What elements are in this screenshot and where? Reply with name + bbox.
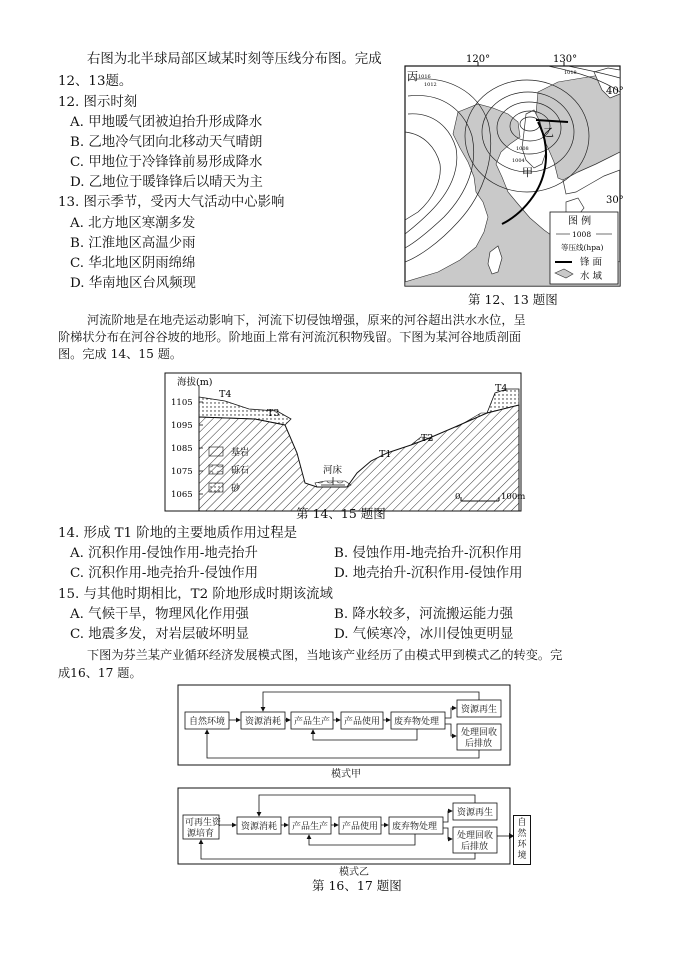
intro-16-17-line2: 成16、17 题。	[58, 666, 142, 680]
flow-b-natural-env-char: 境	[517, 851, 527, 861]
scale-100m: 100m	[501, 492, 526, 502]
q15-option-a[interactable]: A. 气候干旱，物理风化作用强	[70, 607, 249, 622]
flow-a-resource-regen: 资源再生	[461, 705, 498, 715]
legend-title: 图 例	[568, 216, 592, 227]
profile-ytick: 1075	[171, 467, 193, 477]
isobar-map	[398, 52, 628, 304]
q14-option-d[interactable]: D. 地壳抬升-沉积作用-侵蚀作用	[334, 566, 523, 581]
q15-stem: 15. 与其他时期相比，T2 阶地形成时期该流域	[58, 587, 333, 602]
flow-diagram-a	[177, 684, 511, 766]
q13-stem: 13. 图示季节，受丙大气活动中心影响	[58, 195, 285, 210]
flow-b-waste-proc: 废弃物处理	[392, 822, 438, 832]
q13-option-d[interactable]: D. 华南地区台风频现	[70, 276, 196, 291]
valley-profile	[165, 373, 526, 513]
legend-isobar-label: 等压线(hpa)	[561, 243, 604, 252]
intro-12-13: 右图为北半球局部区域某时刻等压线分布图。完成	[87, 52, 382, 67]
profile-ylabel: 海拔(m)	[177, 377, 213, 388]
flow-b-natural-env-char: 环	[517, 840, 527, 850]
flow-b-product-prod: 产品生产	[292, 822, 329, 832]
map-caption: 第 12、13 题图	[468, 292, 558, 307]
q13-option-c[interactable]: C. 华北地区阴雨绵绵	[70, 256, 196, 271]
terrace-t4-right: T4	[495, 383, 508, 394]
flow-a-product-prod: 产品生产	[294, 717, 331, 727]
map-label-bing: 丙	[407, 70, 418, 83]
flow-b-resource-regen: 资源再生	[457, 808, 494, 818]
terrace-t2: T2	[421, 433, 434, 444]
flow-b-resource-use: 资源消耗	[241, 822, 278, 832]
profile-ytick: 1085	[171, 444, 193, 454]
intro-14-15-line2: 阶梯状分布在河谷谷坡的地形。阶地面上常有河流沉积物残留。下图为某河谷地质剖面	[58, 330, 522, 344]
flow-a-waste-proc: 废弃物处理	[394, 717, 440, 727]
profile-ytick: 1095	[171, 421, 193, 431]
q15-option-b[interactable]: B. 降水较多，河流搬运能力强	[334, 607, 514, 622]
flow-b-product-use: 产品使用	[342, 822, 379, 832]
q12-option-b[interactable]: B. 乙地冷气团向北移动天气晴朗	[70, 135, 263, 150]
map-isobar-label: 1018	[564, 70, 577, 76]
flow-b-natural-env-char: 自	[517, 818, 527, 828]
flow-b-arrow-to-env	[497, 830, 515, 842]
map-lon-120: 120°	[466, 54, 491, 65]
intro-14-15-line3: 图。完成 14、15 题。	[58, 347, 183, 361]
flow-a-recycle-2: 后排放	[465, 739, 493, 749]
q13-option-b[interactable]: B. 江淮地区高温少雨	[70, 236, 196, 251]
legend-isobar-value: 1008	[572, 230, 592, 239]
intro-14-15-line1: 河流阶地是在地壳运动影响下，河流下切侵蚀增强，原来的河谷超出洪水水位，呈	[87, 313, 526, 327]
flow-b-recycle-1: 处理回收	[457, 831, 494, 841]
q12-option-a[interactable]: A. 甲地暖气团被迫抬升形成降水	[70, 115, 263, 130]
intro-16-17-line1: 下图为芬兰某产业循环经济发展模式图，当地该产业经历了由模式甲到模式乙的转变。完	[87, 648, 563, 662]
profile-ytick: 1065	[171, 490, 193, 500]
q14-option-b[interactable]: B. 侵蚀作用-地壳抬升-沉积作用	[334, 546, 523, 561]
map-legend	[550, 212, 618, 284]
flow-b-renew-1: 可再生资	[185, 818, 222, 828]
riverbed-label: 河床	[323, 465, 343, 476]
flow-a-resource-use: 资源消耗	[245, 717, 282, 727]
map-isobar-label: 1004	[512, 158, 525, 164]
q15-option-c[interactable]: C. 地震多发，对岩层破坏明显	[70, 627, 249, 642]
map-label-yi: 乙	[543, 126, 554, 139]
legend-bedrock: 基岩	[231, 448, 250, 458]
flow-b-renew-2: 源培育	[187, 829, 215, 839]
flow-b-natural-env-char: 然	[517, 829, 527, 839]
flow-b-natural-env-box	[513, 815, 531, 865]
flow-diagram-b	[177, 787, 511, 865]
legend-sand: 砂	[231, 484, 241, 494]
map-isobar-label: 1016	[418, 74, 431, 80]
legend-water: 水 域	[580, 271, 603, 282]
q12-stem: 12. 图示时刻	[58, 95, 138, 110]
q14-stem: 14. 形成 T1 阶地的主要地质作用过程是	[58, 526, 297, 541]
terrace-t3: T3	[267, 408, 280, 419]
profile-caption: 第 14、15 题图	[296, 506, 386, 521]
map-lat-30: 30°	[606, 195, 624, 206]
flow-b-label: 模式乙	[339, 867, 369, 878]
flow-a-product-use: 产品使用	[344, 717, 381, 727]
map-label-jia: 甲	[522, 166, 533, 179]
intro-12-13-cont: 12、13题。	[58, 74, 133, 89]
map-lat-40: 40°	[606, 86, 624, 97]
flow-a-natural-env: 自然环境	[189, 717, 226, 727]
map-lon-130: 130°	[553, 54, 578, 65]
q14-option-c[interactable]: C. 沉积作用-地壳抬升-侵蚀作用	[70, 566, 259, 581]
legend-gravel: 砾石	[231, 466, 250, 476]
terrace-t4-left: T4	[219, 389, 232, 400]
q13-option-a[interactable]: A. 北方地区寒潮多发	[70, 216, 196, 231]
legend-front: 锋 面	[580, 257, 603, 268]
map-isobar-label: 1012	[424, 82, 437, 88]
map-isobar-label: 1008	[516, 146, 529, 152]
q14-option-a[interactable]: A. 沉积作用-侵蚀作用-地壳抬升	[70, 546, 258, 561]
q12-option-d[interactable]: D. 乙地位于暖锋锋后以晴天为主	[70, 175, 263, 190]
flow-caption: 第 16、17 题图	[312, 878, 402, 893]
terrace-t1: T1	[379, 449, 392, 460]
flow-a-label: 模式甲	[331, 769, 361, 780]
flow-a-recycle-1: 处理回收	[461, 728, 498, 738]
q15-option-d[interactable]: D. 气候寒冷，冰川侵蚀更明显	[334, 627, 514, 642]
q12-option-c[interactable]: C. 甲地位于冷锋锋前易形成降水	[70, 155, 263, 170]
scale-zero: 0	[455, 492, 461, 502]
flow-b-recycle-2: 后排放	[461, 842, 489, 852]
profile-ytick: 1105	[171, 398, 193, 408]
